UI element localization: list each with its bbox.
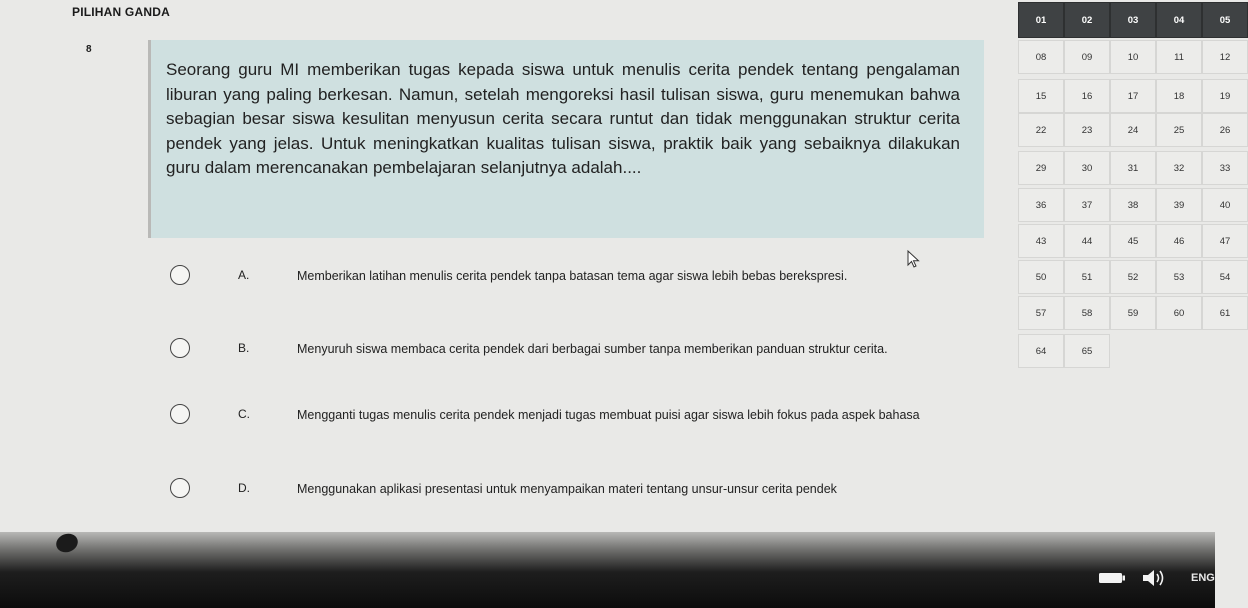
nav-question-11[interactable]: 11 xyxy=(1156,40,1202,74)
radio-b[interactable] xyxy=(170,338,190,358)
nav-question-64[interactable]: 64 xyxy=(1018,334,1064,368)
nav-question-37[interactable]: 37 xyxy=(1064,188,1110,222)
option-d-letter: D. xyxy=(238,481,250,495)
question-text: Seorang guru MI memberikan tugas kepada siswa untuk menulis cerita pendek tentang pengalaman liburan yang paling berkesan. Namun, setelah mengoreksi hasil tulisan siswa, guru menemukan bahwa sebagian besar siswa kesulitan menyusun cerita secara runtut dan tidak menggunakan struktur cerita pendek yang jelas. Untuk meningkatkan kualitas tulisan siswa, praktik baik yang sebaiknya dilakukan guru dalam merencanakan pembelajaran selanjutnya adalah.... xyxy=(166,60,960,177)
nav-question-38[interactable]: 38 xyxy=(1110,188,1156,222)
nav-question-01[interactable]: 01 xyxy=(1018,2,1064,38)
option-b-letter: B. xyxy=(238,341,250,355)
nav-question-33[interactable]: 33 xyxy=(1202,151,1248,185)
option-b[interactable] xyxy=(170,338,990,386)
option-a-letter: A. xyxy=(238,268,250,282)
nav-question-59[interactable]: 59 xyxy=(1110,296,1156,330)
nav-question-58[interactable]: 58 xyxy=(1064,296,1110,330)
option-d-text: Menggunakan aplikasi presentasi untuk menyampaikan materi tentang unsur-unsur cerita pendek xyxy=(297,482,837,496)
nav-question-31[interactable]: 31 xyxy=(1110,151,1156,185)
nav-question-24[interactable]: 24 xyxy=(1110,113,1156,147)
nav-question-26[interactable]: 26 xyxy=(1202,113,1248,147)
nav-question-45[interactable]: 45 xyxy=(1110,224,1156,258)
option-b-text: Menyuruh siswa membaca cerita pendek dari berbagai sumber tanpa memberikan panduan struktur cerita. xyxy=(297,342,888,356)
nav-question-04[interactable]: 04 xyxy=(1156,2,1202,38)
nav-question-03[interactable]: 03 xyxy=(1110,2,1156,38)
nav-question-53[interactable]: 53 xyxy=(1156,260,1202,294)
option-c[interactable] xyxy=(170,404,990,452)
nav-question-09[interactable]: 09 xyxy=(1064,40,1110,74)
nav-question-57[interactable]: 57 xyxy=(1018,296,1064,330)
nav-question-61[interactable]: 61 xyxy=(1202,296,1248,330)
mouse-cursor-icon xyxy=(907,250,921,268)
section-title: PILIHAN GANDA xyxy=(72,5,170,19)
nav-question-46[interactable]: 46 xyxy=(1156,224,1202,258)
question-box xyxy=(148,40,984,238)
nav-question-47[interactable]: 47 xyxy=(1202,224,1248,258)
nav-question-12[interactable]: 12 xyxy=(1202,40,1248,74)
radio-a[interactable] xyxy=(170,265,190,285)
nav-question-16[interactable]: 16 xyxy=(1064,79,1110,113)
nav-question-23[interactable]: 23 xyxy=(1064,113,1110,147)
question-number: 8 xyxy=(86,44,92,55)
option-c-letter: C. xyxy=(238,407,250,421)
question-accent-bar xyxy=(148,40,151,238)
nav-question-44[interactable]: 44 xyxy=(1064,224,1110,258)
option-d[interactable] xyxy=(170,478,990,526)
option-a[interactable] xyxy=(170,265,990,313)
nav-question-10[interactable]: 10 xyxy=(1110,40,1156,74)
nav-question-17[interactable]: 17 xyxy=(1110,79,1156,113)
nav-question-60[interactable]: 60 xyxy=(1156,296,1202,330)
radio-c[interactable] xyxy=(170,404,190,424)
option-a-text: Memberikan latihan menulis cerita pendek tanpa batasan tema agar siswa lebih bebas berekspresi. xyxy=(297,269,848,283)
speaker-icon[interactable] xyxy=(1140,567,1170,589)
nav-question-22[interactable]: 22 xyxy=(1018,113,1064,147)
radio-d[interactable] xyxy=(170,478,190,498)
nav-question-36[interactable]: 36 xyxy=(1018,188,1064,222)
nav-question-54[interactable]: 54 xyxy=(1202,260,1248,294)
nav-question-39[interactable]: 39 xyxy=(1156,188,1202,222)
nav-question-02[interactable]: 02 xyxy=(1064,2,1110,38)
option-c-text: Mengganti tugas menulis cerita pendek menjadi tugas membuat puisi agar siswa lebih fokus pada aspek bahasa xyxy=(297,408,920,422)
nav-question-65[interactable]: 65 xyxy=(1064,334,1110,368)
taskbar xyxy=(0,532,1215,608)
nav-question-15[interactable]: 15 xyxy=(1018,79,1064,113)
nav-question-05[interactable]: 05 xyxy=(1202,2,1248,38)
nav-question-18[interactable]: 18 xyxy=(1156,79,1202,113)
nav-question-25[interactable]: 25 xyxy=(1156,113,1202,147)
nav-question-40[interactable]: 40 xyxy=(1202,188,1248,222)
question-navigator xyxy=(1008,0,1231,380)
nav-question-30[interactable]: 30 xyxy=(1064,151,1110,185)
nav-question-50[interactable]: 50 xyxy=(1018,260,1064,294)
nav-question-51[interactable]: 51 xyxy=(1064,260,1110,294)
nav-question-19[interactable]: 19 xyxy=(1202,79,1248,113)
nav-question-08[interactable]: 08 xyxy=(1018,40,1064,74)
nav-question-52[interactable]: 52 xyxy=(1110,260,1156,294)
nav-question-43[interactable]: 43 xyxy=(1018,224,1064,258)
nav-question-29[interactable]: 29 xyxy=(1018,151,1064,185)
battery-icon[interactable] xyxy=(1098,572,1126,584)
language-indicator[interactable]: ENG xyxy=(1191,572,1215,584)
nav-question-32[interactable]: 32 xyxy=(1156,151,1202,185)
